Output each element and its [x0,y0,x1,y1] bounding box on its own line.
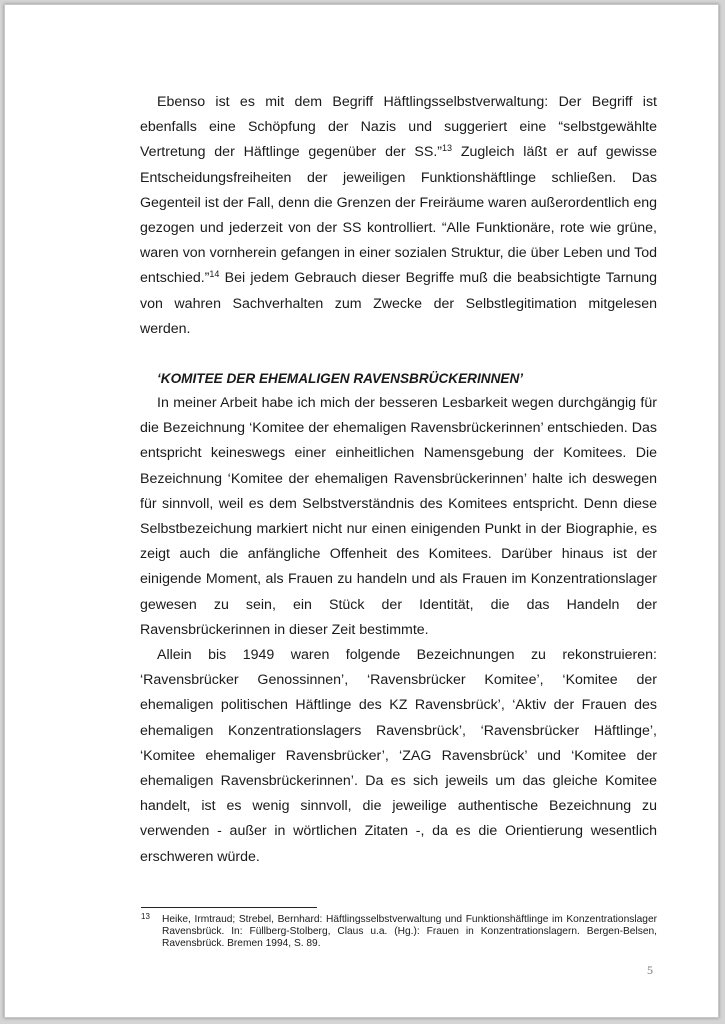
paragraph-haeftlingsselbstverwaltung [140,90,657,342]
document-body [140,90,657,870]
footnote-reference-13[interactable]: 13 [442,143,453,154]
paragraph-bezeichnungen-bis-1949: Allein bis 1949 waren folgende Bezeichnungen zu rekonstruieren: ‘Ravensbrücker Genossinnen’, ‘Ravensbrücker Komitee’, ‘Komitee der ehemaligen politischen Häftlinge des KZ Ravensbrück’, ‘Aktiv der Frauen des ehemaligen Konzentrationslagers Ravensbrück’, ‘Ravensbrücker Häftlinge’, ‘Komitee ehemaliger Ravensbrücker’, ‘ZAG Ravensbrück’ und ‘Komitee der ehemaligen Ravensbrückerinnen’. Da es sich jeweils um das gleiche Komitee handelt, ist es wenig sinnvoll, die jeweilige authentische Bezeichnung zu verwenden - außer in wörtlichen Zitaten -, da es die Orientierung wesentlich erschweren würde. [140,647,657,865]
paragraph-spacer [140,342,657,366]
paragraph-bezeichnung: In meiner Arbeit habe ich mich der besseren Lesbarkeit wegen durchgängig für die Bezeichnung ‘Komitee der ehemaligen Ravensbrückerinnen’ entschieden. Das entspricht keineswegs einer einheitlichen Namensgebung der Komitees. Die Bezeichnung ‘Komitee der ehemaligen Ravensbrückerinnen’ halte ich deswegen für sinnvoll, weil es dem Selbstverständnis des Komitees entspricht. Denn diese Selbstbezeichung markiert nicht nur einen einigenden Punkt in der Biographie, es zeigt auch die anfängliche Offenheit des Komitees. Darüber hinaus ist der einigende Moment, als Frauen zu handeln und als Frauen im Konzentrationslager gewesen zu sein, ein Stück der Identität, die das Handeln der Ravensbrückerinnen in dieser Zeit bestimmte. [140,395,657,638]
footnote-separator [141,907,317,908]
paragraph-text: Bei jedem Gebrauch dieser Begriffe muß die beabsichtigte Tarnung von wahren Sachverhalten zum Zwecke der Selbstlegitimation mitgelesen werden. [140,270,657,337]
paragraph-text: Zugleich läßt er auf gewisse Entscheidungsfreiheiten der jeweiligen Funktionshäftlinge schließen. Das Gegenteil ist der Fall, denn die Grenzen der Freiräume waren außerordentlich eng gezogen und jederzeit von der SS kontrolliert. “Alle Funktionäre, rote wie grüne, waren von vornherein gefangen in einer sozialen Struktur, die über Leben und Tod entschied.” [140,144,657,287]
footnote-text: Heike, Irmtraud; Strebel, Bernhard: Häftlingsselbstverwaltung und Funktionshäftlinge im Konzentrationslager Ravensbrück. In: Füllberg-Stolberg, Claus u.a. (Hg.): Frauen in Konzentrationslagern. Bergen-Belsen, Ravensbrück. Bremen 1994, S. 89. [162,914,657,949]
footnote-13 [141,911,657,950]
paragraph-text: Ebenso ist es mit dem Begriff Häftlingsselbstverwaltung: Der Begriff ist ebenfalls eine Schöpfung der Nazis und suggeriert eine “selbstgewählte Vertretung der Häftlinge gegenüber der SS.” [140,94,657,161]
footnote-reference-14[interactable]: 14 [209,269,220,280]
section-heading: ‘KOMITEE DER EHEMALIGEN RAVENSBRÜCKERINNEN’ [157,371,524,387]
footnote-number: 13 [141,912,150,921]
document-page [4,4,719,1018]
page-number: 5 [647,963,653,977]
